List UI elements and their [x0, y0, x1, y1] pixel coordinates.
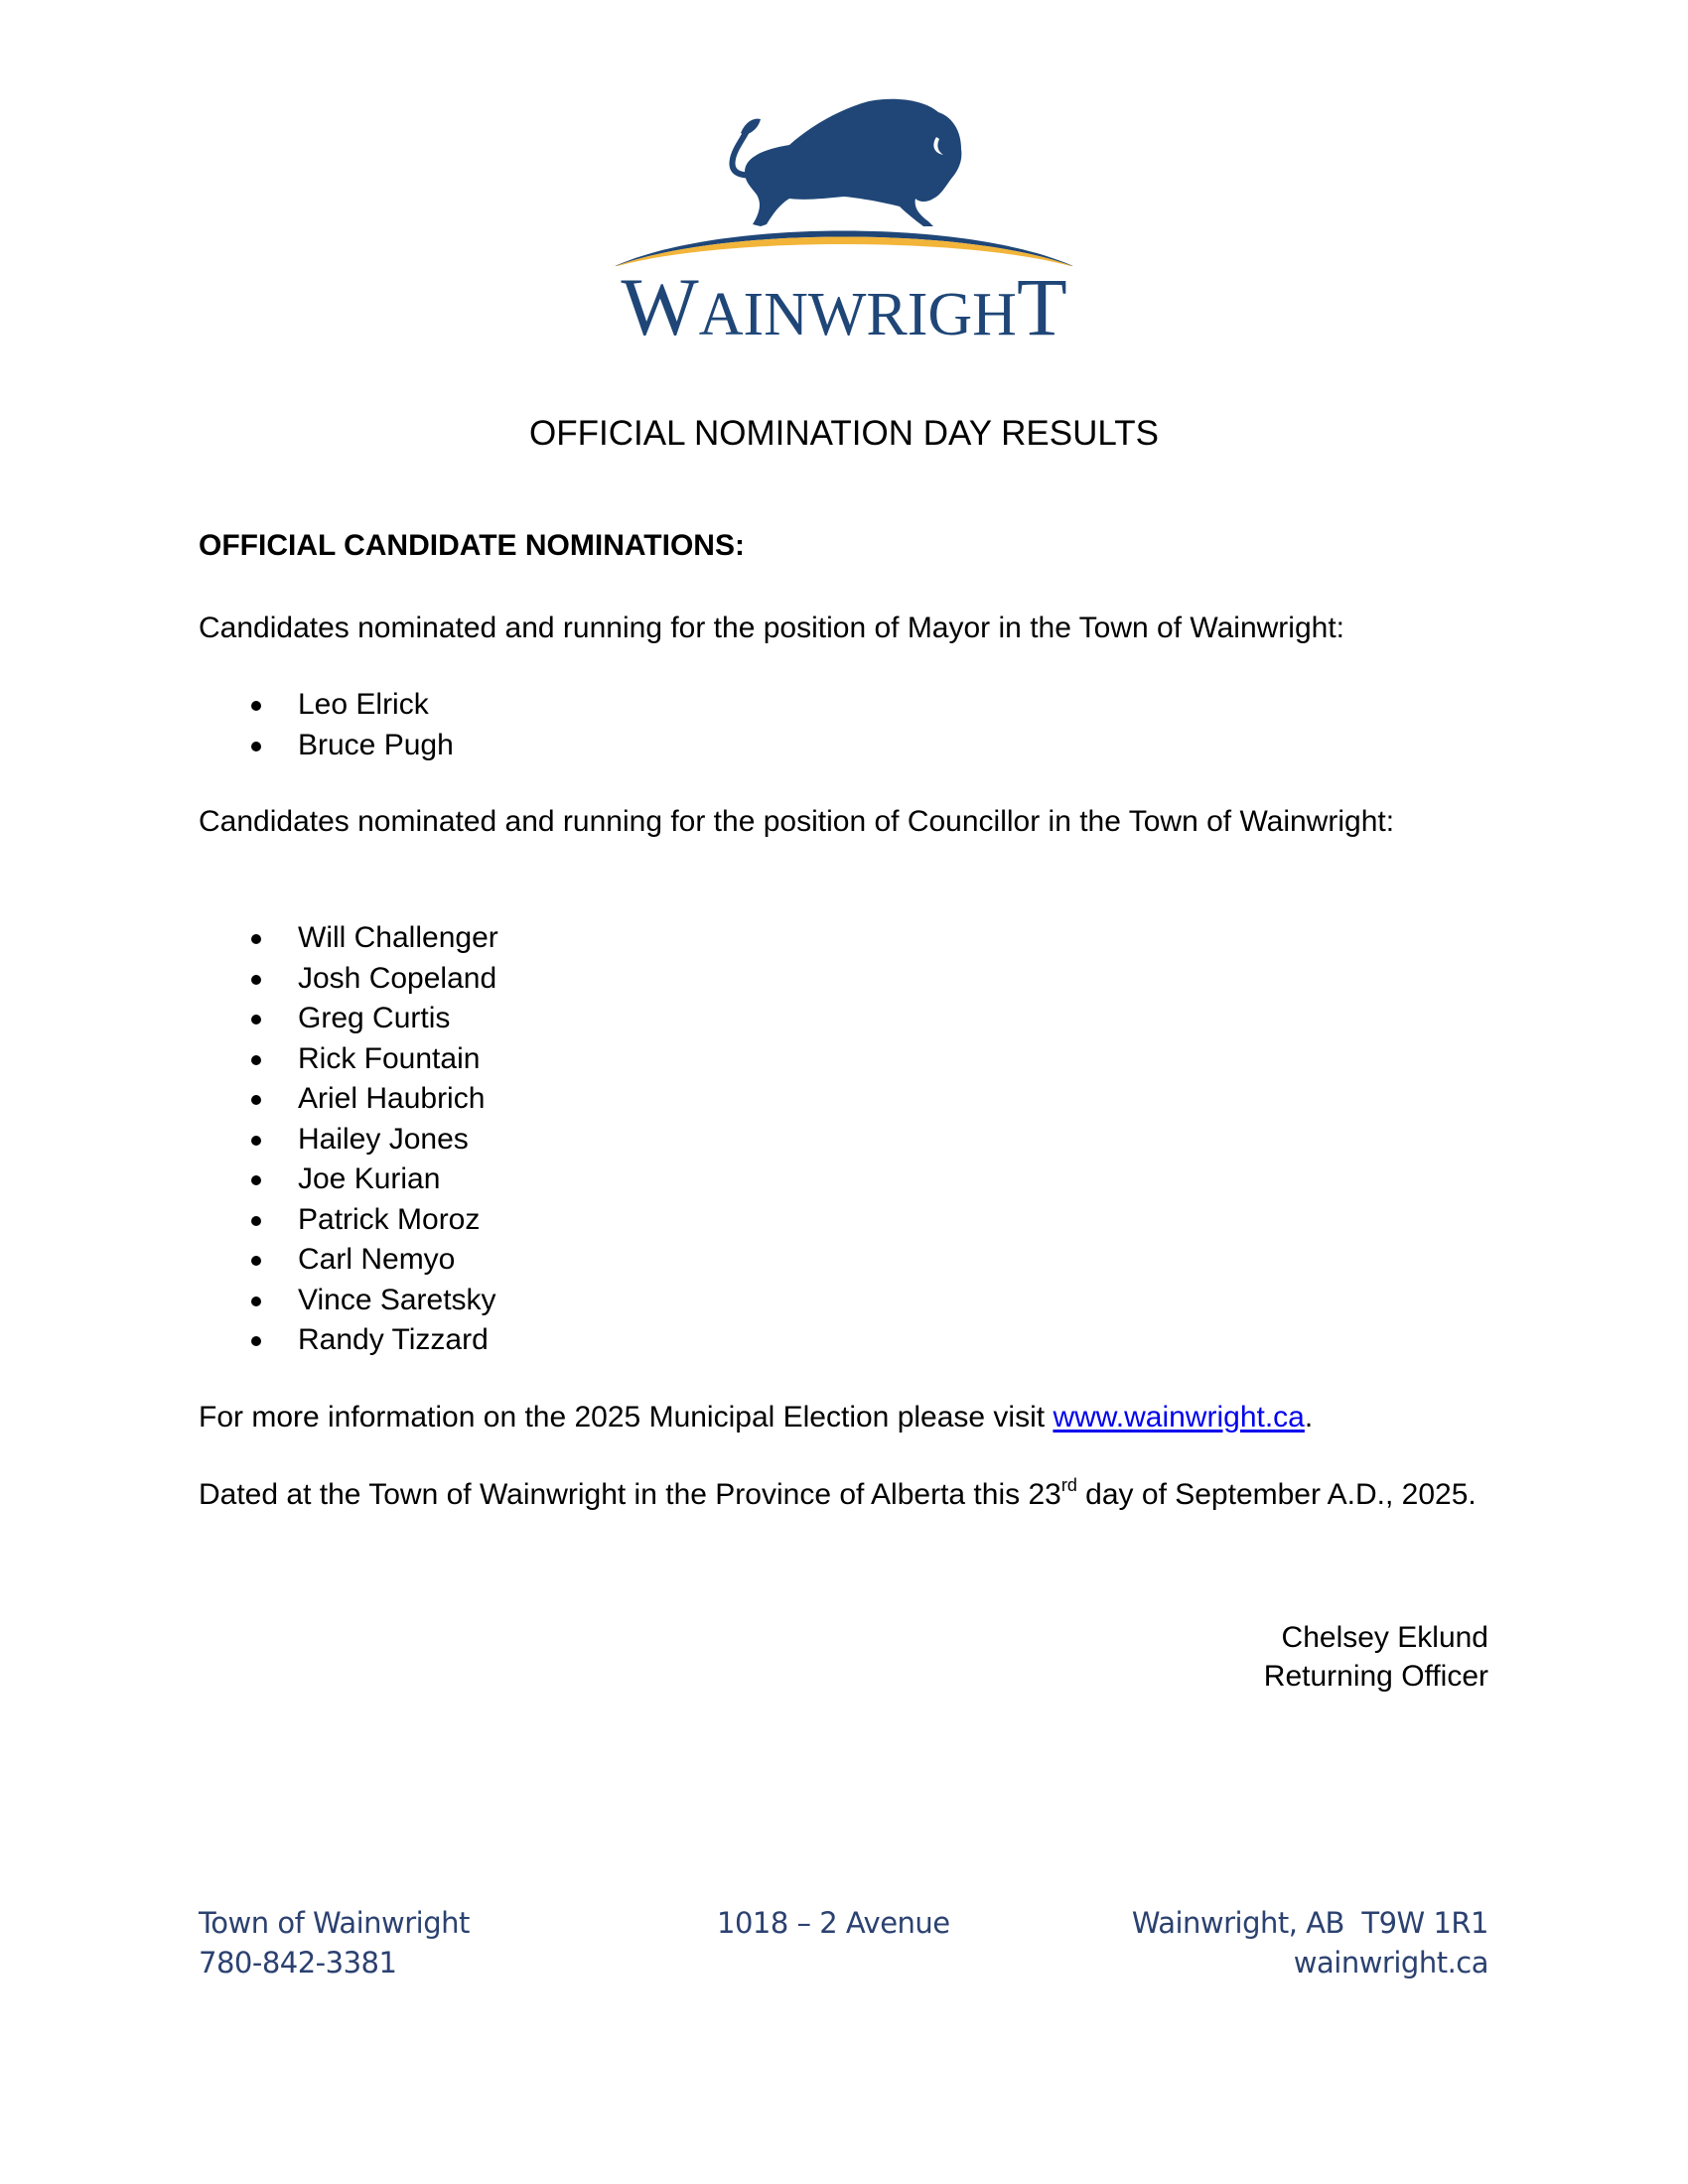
dated-text-start: Dated at the Town of Wainwright in the Province of Alberta this 23 [199, 1478, 1061, 1511]
footer-center [717, 1903, 950, 1943]
list-item [199, 918, 498, 959]
candidate-name: Greg Curtis [298, 1002, 451, 1034]
footer-phone: 780-842-3381 [199, 1946, 397, 1979]
footer-city: Wainwright, AB T9W 1R1 [1131, 1906, 1488, 1940]
bullet-icon [251, 742, 261, 751]
list-item [199, 999, 498, 1039]
dated-paragraph [199, 1475, 1488, 1514]
bullet-icon [251, 1297, 261, 1306]
candidate-name: Patrick Moroz [298, 1202, 481, 1236]
signature-block [1264, 1618, 1488, 1696]
bullet-icon [251, 1136, 261, 1146]
candidate-name: Will Challenger [298, 921, 498, 954]
candidate-name: Hailey Jones [298, 1122, 469, 1156]
signatory-title: Returning Officer [1263, 1660, 1488, 1693]
candidate-name: Joe Kurian [298, 1162, 441, 1195]
bullet-icon [251, 1336, 261, 1346]
list-item [199, 1120, 498, 1160]
info-text: For more information on the 2025 Municipal Election please visit [199, 1401, 1054, 1433]
bison-icon [596, 87, 1092, 266]
logo-wordmark [596, 261, 1092, 352]
list-item [199, 1160, 498, 1200]
candidate-name: Randy Tizzard [298, 1323, 489, 1356]
page-title: OFFICIAL NOMINATION DAY RESULTS [529, 414, 1159, 453]
bullet-icon [251, 1015, 261, 1024]
bullet-icon [251, 1095, 261, 1105]
list-item [199, 1240, 498, 1281]
candidate-name: Carl Nemyo [298, 1243, 456, 1276]
list-item [199, 1039, 498, 1080]
candidate-name: Josh Copeland [298, 961, 497, 995]
list-item [199, 1079, 498, 1120]
candidate-name: Ariel Haubrich [298, 1082, 486, 1115]
bullet-icon [251, 1055, 261, 1065]
wordmark-middle: AINWRIGH [698, 281, 1017, 348]
section-heading: OFFICIAL CANDIDATE NOMINATIONS: [199, 529, 745, 562]
list-item [199, 685, 454, 726]
list-item [199, 959, 498, 1000]
bison-tail-tip [741, 119, 761, 135]
list-item [199, 1200, 498, 1241]
bullet-icon [251, 1175, 261, 1185]
wordmark-final: T [1016, 261, 1067, 352]
signatory-name: Chelsey Eklund [1281, 1621, 1488, 1654]
bullet-icon [251, 1256, 261, 1266]
list-item [199, 1281, 498, 1321]
footer-org: Town of Wainwright [199, 1906, 470, 1940]
footer-left [199, 1903, 470, 1982]
footer-website: wainwright.ca [1293, 1946, 1488, 1979]
bison-silhouette [745, 99, 961, 226]
footer-right [1132, 1903, 1488, 1982]
wainwright-logo [596, 87, 1092, 352]
bullet-icon [251, 975, 261, 985]
footer-address: 1018 – 2 Avenue [717, 1906, 950, 1940]
councillor-intro: Candidates nominated and running for the position of Councillor in the Town of Wainwright: [199, 805, 1395, 838]
bullet-icon [251, 701, 261, 711]
info-paragraph [199, 1398, 1488, 1436]
candidate-name: Bruce Pugh [298, 728, 454, 761]
website-link[interactable]: www.wainwright.ca [1053, 1401, 1305, 1433]
councillor-candidate-list [199, 918, 498, 1361]
ordinal-suffix: rd [1060, 1475, 1077, 1495]
candidate-name: Leo Elrick [298, 688, 429, 721]
bullet-icon [251, 934, 261, 944]
list-item [199, 1320, 498, 1361]
mayor-candidate-list [199, 685, 454, 765]
list-item [199, 726, 454, 766]
candidate-name: Rick Fountain [298, 1041, 481, 1075]
info-period: . [1304, 1401, 1314, 1433]
mayor-intro: Candidates nominated and running for the position of Mayor in the Town of Wainwright: [199, 612, 1345, 644]
bullet-icon [251, 1216, 261, 1226]
wordmark-initial: W [621, 261, 699, 352]
dated-text-end: day of September A.D., 2025. [1076, 1478, 1477, 1511]
candidate-name: Vince Saretsky [298, 1283, 496, 1316]
